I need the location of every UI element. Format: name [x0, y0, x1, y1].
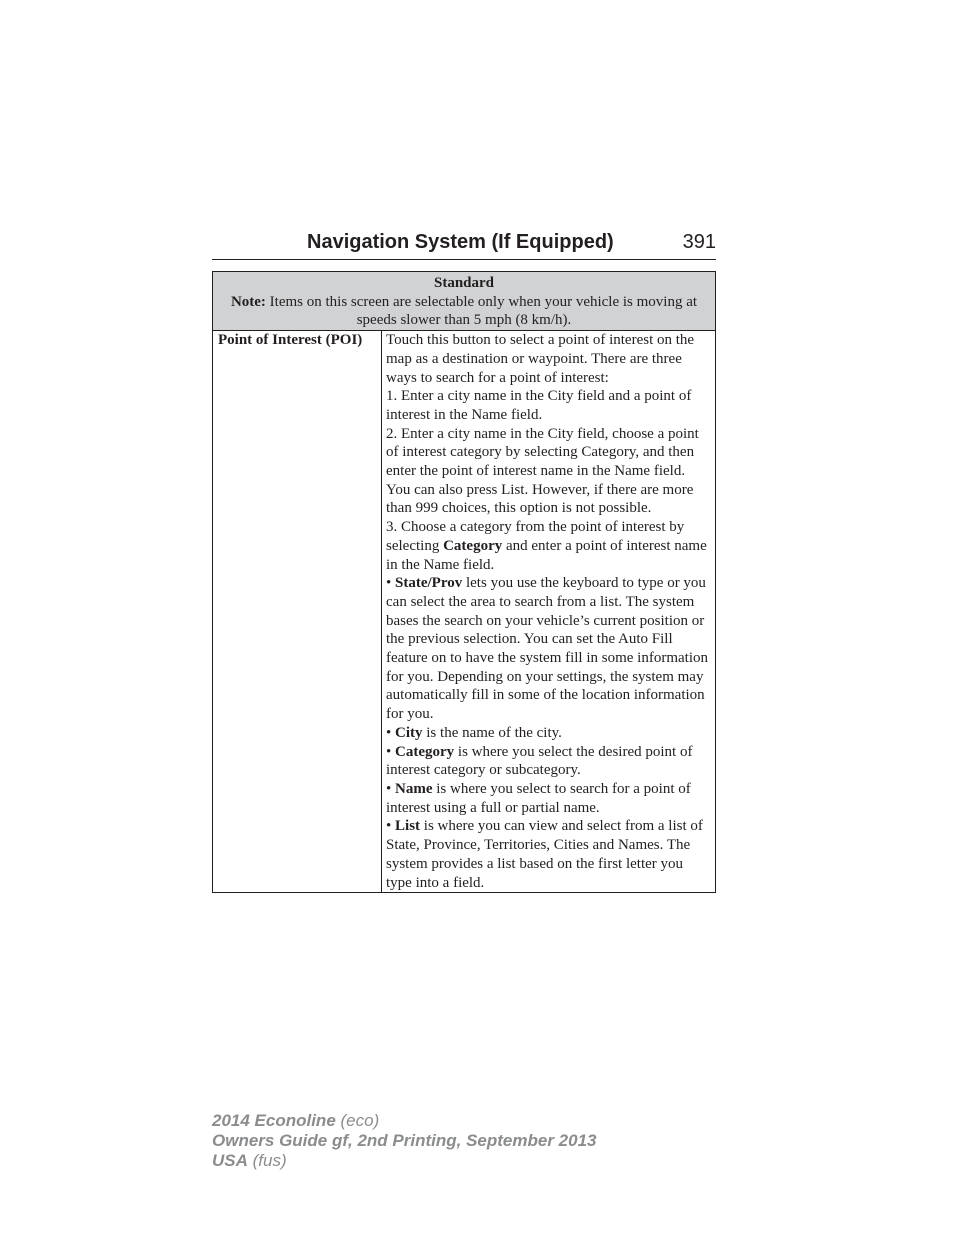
note-text: Items on this screen are selectable only when your vehicle is moving at speeds slower than 5 mph (8 km/h). [265, 293, 698, 329]
row-description [382, 331, 716, 893]
footer-model: 2014 Econoline [212, 1111, 336, 1130]
table-note [221, 293, 707, 330]
bullet-term: City [395, 724, 423, 741]
bullet-term: Name [395, 780, 433, 797]
step-3 [386, 518, 711, 574]
step-3-text-a: 3. Choose a category from the point of interest by selecting [386, 519, 685, 554]
bullet-term: List [395, 818, 421, 835]
bullet-city: • City is the name of the city. [386, 724, 562, 741]
row-label: Point of Interest (POI) [213, 331, 382, 893]
intro-paragraph: Touch this button to select a point of interest on the map as a destination or waypoint. There are three ways to search for a point of interest: [386, 332, 695, 386]
step-1: 1. Enter a city name in the City field and a point of interest in the Name field. [386, 388, 692, 423]
settings-table [212, 271, 716, 893]
bullet-text: is where you select to search for a point of interest using a full or partial name. [386, 780, 691, 816]
table-heading: Standard [433, 275, 495, 291]
bullet-text: is where you select the desired point of interest category or subcategory. [386, 743, 693, 779]
bullet-list: • List is where you can view and select from a list of State, Province, Territories, Cities and Names. The system provides a list based on the first letter you type into a field. [386, 818, 703, 891]
footer-line-2: Owners Guide gf, 2nd Printing, September 2013 [212, 1131, 597, 1150]
bullet-state-prov: • State/Prov lets you use the keyboard to type or you can select the area to search from a list. The system bases the search on your vehicle’s current position or the previous selection. You can set the Auto Fill feature on to have the system fill in some information for you. Depending on your settings, the system may automatically fill in some of the location information for you. [386, 575, 709, 723]
step-3-text-b: and enter a point of interest name in the Name field. [386, 537, 707, 573]
footer-market: USA [212, 1151, 248, 1170]
footer-model-code: (eco) [335, 1111, 380, 1130]
bullet-name: • Name is where you select to search for a point of interest using a full or partial name. [386, 780, 691, 816]
bullet-term: Category [395, 743, 455, 760]
bullet-term: State/Prov [395, 575, 463, 592]
bullet-text: is where you can view and select from a list of State, Province, Territories, Cities and Names. The system provides a list based on the first letter you type into a field. [386, 818, 703, 891]
page-header [212, 229, 716, 260]
page-number: 391 [682, 231, 716, 253]
table-row [213, 331, 716, 893]
bullet-category: • Category is where you select the desired point of interest category or subcategory. [386, 743, 693, 779]
bullet-text: is the name of the city. [422, 724, 562, 741]
footer-market-code: (fus) [247, 1151, 287, 1170]
note-label: Note: [230, 293, 266, 310]
footer-line-3 [212, 1151, 596, 1171]
step-3-term: Category [443, 537, 503, 554]
bullet-text: lets you use the keyboard to type or you can select the area to search from a list. The system bases the search on your vehicle’s current position or the previous selection. You can set the Auto Fill feature on to have the system fill in some information for you. Depending on your settings, the system may automatically fill in some of the location information for you. [386, 575, 709, 723]
step-2: 2. Enter a city name in the City field, choose a point of interest category by selecting Category, and then enter the point of interest name in the Name field. You can also press List. However, if there are more than 999 choices, this option is not possible. [386, 425, 699, 517]
section-title: Navigation System (If Equipped) [307, 231, 614, 253]
footer-line-1 [212, 1111, 596, 1131]
table-header-cell [213, 272, 716, 331]
page-footer [212, 1111, 596, 1171]
